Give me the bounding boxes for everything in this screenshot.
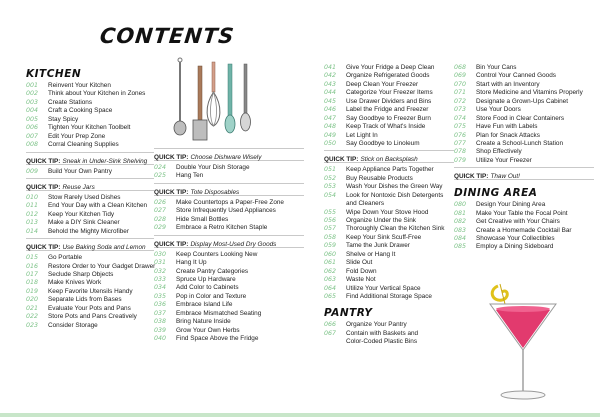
toc-entry[interactable]: 004 Craft a Cooking Space [26,107,113,115]
toc-entry[interactable]: 019 Keep Favorite Utensils Handy [26,287,133,295]
toc-entry[interactable]: 084 Showcase Your Collectibles [454,235,555,242]
toc-column-2 [154,146,304,343]
martini-glass-icon [490,304,556,399]
section-heading-kitchen: KITCHEN [26,68,82,80]
toc-entry[interactable]: 012 Keep Your Kitchen Tidy [26,210,115,218]
toc-entry[interactable]: 017 Seclude Sharp Objects [26,271,114,278]
toc-column-3 [324,64,454,347]
toc-entry-continued: Color-Coded Plastic Bins [346,338,418,346]
spoon-icon [225,64,235,133]
whisk-icon [207,62,220,126]
cocktail-glass-illustration [480,268,566,408]
ladle-icon [174,58,186,135]
toc-entry[interactable]: 068 Bin Your Cans [454,64,517,71]
toc-entry[interactable]: 001 Reinvent Your Kitchen [26,82,111,89]
toc-entry[interactable]: 016 Restore Order to Your Gadget Drawer [26,262,156,270]
toc-entry[interactable]: 078 Shop Effectively [454,148,522,156]
toc-entry[interactable]: 029 Embrace a Retro Kitchen Staple [154,224,268,232]
section-heading-dining-area: DINING AREA [454,187,538,200]
toc-entry[interactable]: 034 Add Color to Cabinets [154,284,239,292]
toc-entry[interactable]: 036 Embrace Island Life [154,301,233,309]
toc-entry[interactable]: 073 Use Your Doors [454,106,521,114]
toc-entry[interactable]: 003 Create Stations [26,98,93,106]
toc-entry[interactable]: 025 Hang Ten [154,172,204,180]
toc-entry[interactable]: 085 Employ a Dining Sideboard [454,243,554,251]
toc-entry[interactable]: 077 Create a School-Lunch Station [454,139,564,147]
quick-tip[interactable]: QUICK TIP: Choose Dishware Wisely [154,148,304,161]
toc-entry[interactable]: 022 Store Pots and Pans Creatively [26,313,137,321]
toc-entry[interactable]: 046 Label the Fridge and Freezer [324,106,429,114]
toc-entry[interactable]: 066 Organize Your Pantry [324,321,407,329]
toc-entry[interactable]: 007 Edit Your Prep Zone [26,132,106,140]
toc-entry[interactable]: 075 Have Fun with Labels [454,123,538,131]
slotted-spoon-icon [241,64,251,131]
toc-entry[interactable]: 064 Utilize Your Vertical Space [324,284,421,292]
toc-column-1 [26,68,154,330]
quick-tip[interactable]: QUICK TIP: Sneak in Under-Sink Shelving [26,152,154,165]
section-heading-pantry: PANTRY [324,307,373,320]
toc-entry[interactable]: 055 Wipe Down Your Stove Hood [324,208,429,216]
toc-entry[interactable]: 010 Stow Rarely Used Dishes [26,193,121,201]
toc-entry[interactable]: 014 Behold the Mighty Microfiber [26,227,129,235]
spatula-icon [193,66,207,140]
quick-tip[interactable]: QUICK TIP: Tote Disposables [154,183,304,196]
toc-entry[interactable]: 061 Slide Out [324,259,373,267]
toc-entry[interactable]: 032 Create Pantry Categories [154,267,249,275]
toc-entry[interactable]: 074 Store Food in Clear Containers [454,114,565,122]
toc-entry[interactable]: 020 Separate Lids from Bases [26,296,122,304]
toc-entry[interactable]: 041 Give Your Fridge a Deep Clean [324,64,435,71]
toc-entry[interactable]: 071 Store Medicine and Vitamins Properly [454,89,583,97]
toc-entry[interactable]: 042 Organize Refrigerated Goods [324,72,430,80]
toc-entry[interactable]: 053 Wash Your Dishes the Green Way [324,183,443,191]
toc-entry[interactable]: 054 Look for Nontoxic Dish Detergents [324,191,444,199]
toc-entry[interactable]: 018 Make Knives Work [26,279,102,287]
toc-entry[interactable]: 035 Pop in Color and Texture [154,292,247,300]
toc-entry[interactable]: 082 Get Creative with Your Chairs [454,218,560,226]
toc-entry[interactable]: 040 Find Space Above the Fridge [154,335,259,342]
toc-entry[interactable]: 033 Spruce Up Hardware [154,275,236,283]
toc-entry[interactable]: 070 Start with an Inventory [454,80,540,88]
toc-entry[interactable]: 081 Make Your Table the Focal Point [454,209,568,217]
toc-entry[interactable]: 080 Design Your Dining Area [454,201,546,209]
toc-entry[interactable]: 051 Keep Appliance Parts Together [324,166,434,174]
quick-tip[interactable]: QUICK TIP: Thaw Out! [454,167,594,180]
quick-tip[interactable]: QUICK TIP: Stick on Backsplash [324,150,454,163]
toc-entry[interactable]: 079 Utilize Your Freezer [454,156,532,164]
toc-entry[interactable]: 013 Make a DIY Sink Cleaner [26,219,120,227]
toc-entry[interactable]: 027 Store Infrequently Used Appliances [154,207,276,215]
toc-entry[interactable]: 072 Designate a Grown-Ups Cabinet [454,97,568,105]
toc-entry[interactable]: 062 Fold Down [324,267,377,275]
toc-entry[interactable]: 006 Tighten Your Kitchen Toolbelt [26,124,131,132]
toc-entry[interactable]: 047 Say Goodbye to Freezer Burn [324,114,431,122]
toc-entry[interactable]: 031 Hang It Up [154,259,207,267]
toc-entry[interactable]: 005 Stay Spicy [26,115,79,123]
quick-tip[interactable]: QUICK TIP: Use Baking Soda and Lemon [26,238,154,251]
toc-entry[interactable]: 043 Deep Clean Your Freezer [324,80,419,88]
toc-entry[interactable]: 023 Consider Storage [26,321,98,329]
toc-entry[interactable]: 069 Control Your Canned Goods [454,72,556,80]
toc-entry[interactable]: 048 Keep Track of What's Inside [324,123,426,131]
toc-entry[interactable]: 039 Grow Your Own Herbs [154,326,240,334]
toc-entry[interactable]: 052 Buy Reusable Products [324,174,413,182]
toc-entry-continued: and Cleaners [346,200,385,208]
toc-entry[interactable]: 060 Shelve or Hang It [324,250,396,258]
toc-entry[interactable]: 076 Plan for Snack Attacks [454,131,540,139]
toc-entry[interactable]: 050 Say Goodbye to Linoleum [324,139,420,147]
toc-entry[interactable]: 044 Categorize Your Freezer Items [324,89,433,97]
toc-entry[interactable]: 063 Waste Not [324,276,376,284]
page-title: CONTENTS [98,24,236,48]
toc-entry[interactable]: 028 Hide Small Bottles [154,215,229,223]
bottom-accent-bar [0,413,600,417]
toc-entry[interactable]: 038 Bring Nature Inside [154,318,231,326]
toc-entry[interactable]: 049 Let Light In [324,131,378,139]
toc-entry[interactable]: 011 End Your Day with a Clean Kitchen [26,202,148,210]
toc-entry[interactable]: 026 Make Countertops a Paper-Free Zone [154,198,284,206]
quick-tip[interactable]: QUICK TIP: Reuse Jars [26,178,154,191]
toc-entry[interactable]: 024 Double Your Dish Storage [154,164,250,171]
toc-entry[interactable]: 045 Use Drawer Dividers and Bins [324,97,432,105]
kitchen-utensils-illustration [168,56,258,148]
toc-entry[interactable]: 059 Tame the Junk Drawer [324,242,410,250]
toc-entry[interactable]: 067 Contain with Baskets and [324,329,419,337]
toc-entry[interactable]: 037 Embrace Mismatched Seating [154,309,262,317]
toc-entry[interactable]: 065 Find Additional Storage Space [324,292,432,300]
toc-entry[interactable]: 083 Create a Homemade Cocktail Bar [454,226,572,234]
toc-entry[interactable]: 057 Thoroughly Clean the Kitchen Sink [324,225,445,233]
toc-entry[interactable]: 056 Organize Under the Sink [324,217,416,224]
toc-entry[interactable]: 058 Keep Your Sink Scuff-Free [324,233,422,241]
quick-tip[interactable]: QUICK TIP: Display Most-Used Dry Goods [154,235,304,248]
toc-entry[interactable]: 030 Keep Counters Looking New [154,250,258,258]
toc-entry[interactable]: 002 Think about Your Kitchen in Zones [26,90,146,98]
toc-column-4 [454,64,594,252]
toc-entry[interactable]: 015 Go Portable [26,254,83,262]
toc-entry[interactable]: 021 Evaluate Your Pots and Pans [26,304,131,312]
toc-entry[interactable]: 008 Corral Cleaning Supplies [26,141,119,149]
toc-entry[interactable]: 009 Build Your Own Pantry [26,167,112,175]
